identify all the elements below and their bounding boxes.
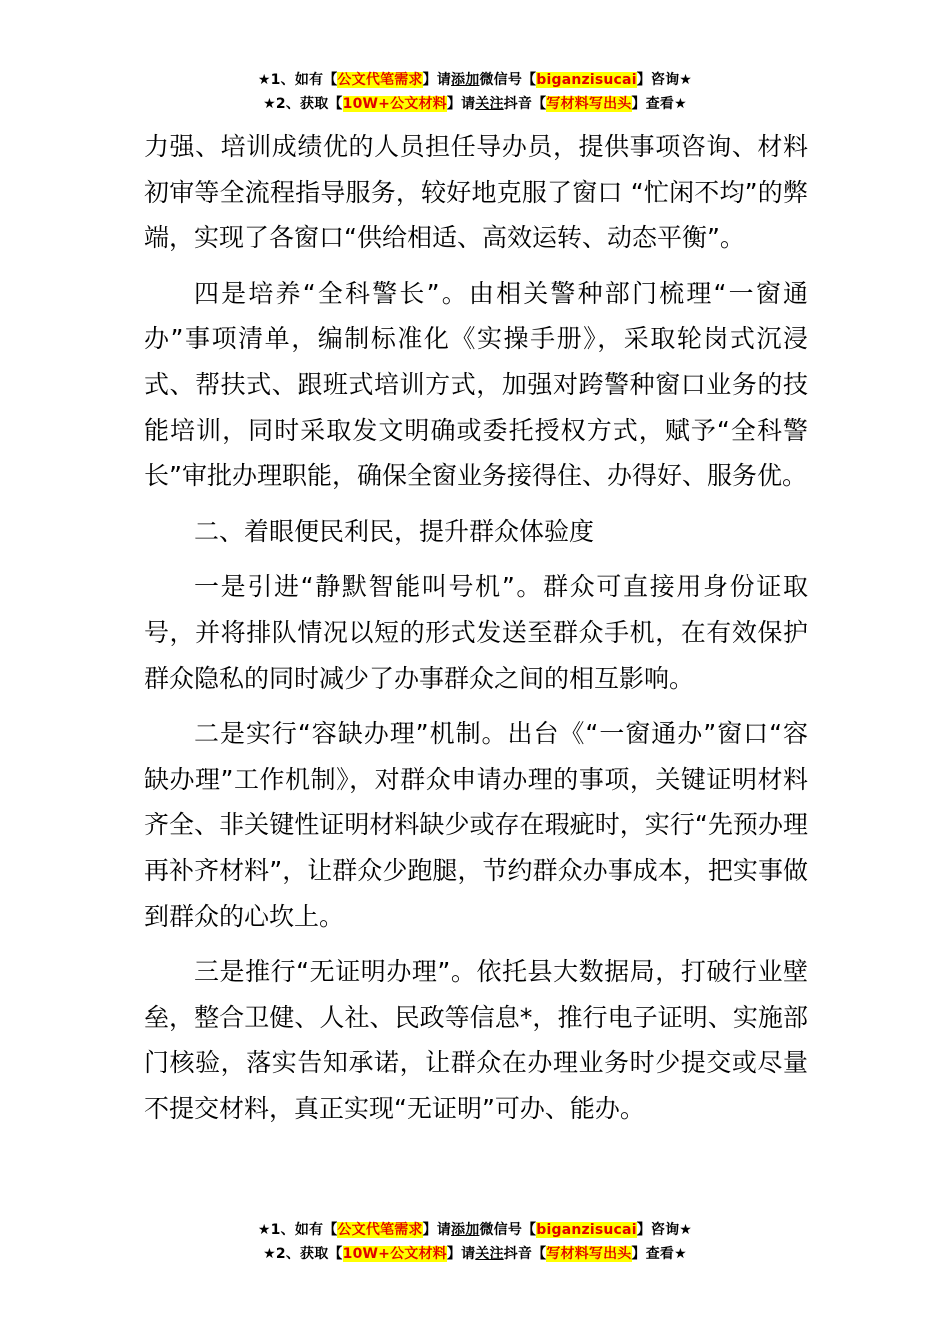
banner-line-2 — [0, 1242, 950, 1266]
banner-text: 微信号【 — [479, 1222, 537, 1238]
banner-text: 微信号【 — [479, 72, 537, 88]
highlight-service: 公文代笔需求 — [337, 1222, 423, 1238]
banner-text: 】请 — [422, 1222, 452, 1238]
highlight-douyin-account: 写材料写出头 — [546, 1246, 632, 1262]
paragraph-queue-machine: 一是引进“静默智能叫号机”。群众可直接用身份证取号，并将排队情况以短的形式发送至群众手机，在有效保护群众隐私的同时减少了办事群众之间的相互影响。 — [144, 572, 808, 693]
banner-text: 抖音【 — [503, 96, 547, 112]
banner-text: ★1、如有【 — [257, 1222, 338, 1238]
document-body — [144, 124, 808, 1141]
highlight-service: 公文代笔需求 — [337, 72, 423, 88]
section-heading: 二、着眼便民利民，提升群众体验度 — [194, 516, 595, 546]
banner-text: 】查看★ — [631, 96, 687, 112]
header-banner — [0, 68, 950, 116]
banner-line-2 — [0, 92, 950, 116]
banner-text: 】查看★ — [631, 1246, 687, 1262]
banner-text: 】咨询★ — [636, 72, 693, 88]
banner-line-1 — [0, 1218, 950, 1242]
paragraph-no-certificate: 三是推行“无证明办理”。依托县大数据局，打破行业壁垒，整合卫健、人社、民政等信息*，推行电子证明、实施部门核验，落实告知承诺，让群众在办理业务时少提交或尽量不提交材料，真正实现“无证明”可办、能办。 — [144, 957, 808, 1123]
banner-emphasis: 关注 — [475, 1246, 504, 1262]
banner-emphasis: 添加 — [451, 72, 480, 88]
banner-text: 】请 — [446, 1246, 476, 1262]
banner-text: 】请 — [446, 96, 476, 112]
banner-emphasis: 添加 — [451, 1222, 480, 1238]
paragraph-continued: 力强、培训成绩优的人员担任导办员，提供事项咨询、材料初审等全流程指导服务，较好地克服了窗口 “忙闲不均”的弊端，实现了各窗口“供给相适、高效运转、动态平衡”。 — [144, 132, 808, 253]
banner-text: 】请 — [422, 72, 452, 88]
footer-banner — [0, 1218, 950, 1266]
banner-text: ★1、如有【 — [257, 72, 338, 88]
banner-emphasis: 关注 — [475, 96, 504, 112]
highlight-materials: 10W+公文材料 — [342, 1246, 447, 1262]
paragraph-all-round-police: 四是培养“全科警长”。由相关警种部门梳理“一窗通办”事项清单，编制标准化《实操手册》，采取轮岗式沉浸式、帮扶式、跟班式培训方式，加强对跨警种窗口业务的技能培训，同时采取发文明确或委托授权方式，赋予“全科警长”审批办理职能，确保全窗业务接得住、办得好、服务优。 — [144, 278, 808, 491]
highlight-wechat-id: biganzisucai — [536, 72, 637, 88]
banner-text: 】咨询★ — [636, 1222, 693, 1238]
banner-text: ★2、获取【 — [263, 96, 343, 112]
banner-text: ★2、获取【 — [263, 1246, 343, 1262]
highlight-materials: 10W+公文材料 — [342, 96, 447, 112]
paragraph-tolerance-handling: 二是实行“容缺办理”机制。出台《“一窗通办”窗口“容缺办理”工作机制》，对群众申请办理的事项，关键证明材料齐全、非关键性证明材料缺少或存在瑕疵时，实行“先预办理再补齐材料”，让群众少跑腿，节约群众办事成本，把实事做到群众的心坎上。 — [144, 719, 808, 931]
banner-line-1 — [0, 68, 950, 92]
highlight-wechat-id: biganzisucai — [536, 1222, 637, 1238]
banner-text: 抖音【 — [503, 1246, 547, 1262]
highlight-douyin-account: 写材料写出头 — [546, 96, 632, 112]
